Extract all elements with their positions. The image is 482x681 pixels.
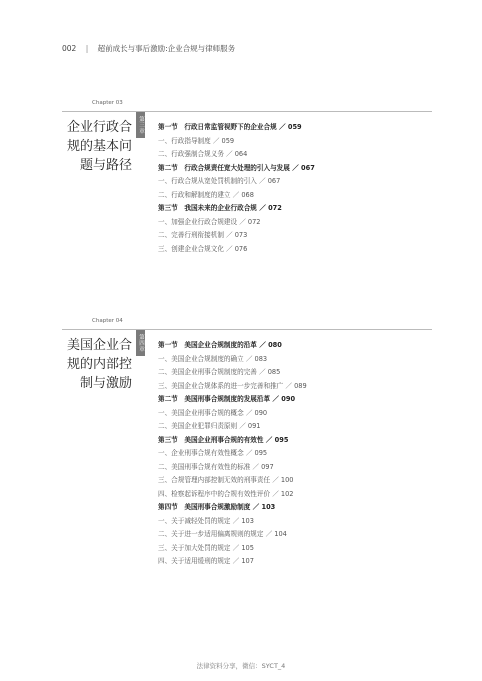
toc-section[interactable]: 第三节 我国未来的企业行政合规 ／ 072 [158,204,282,212]
toc-list [158,339,438,569]
running-header [62,43,235,54]
toc-list [158,121,438,256]
chapter-label: Chapter 03 [92,100,123,106]
toc-section[interactable]: 第一节 美国企业合规制度的沿革 ／ 080 [158,341,282,349]
page-number: 002 [62,44,77,53]
chapter-label: Chapter 04 [92,318,123,324]
toc-item[interactable]: 四、关于适用缓刑的规定 ／ 107 [158,557,254,565]
chapter-title-line: 规的内部控 [66,357,132,372]
toc-item[interactable]: 一、行政指导制度 ／ 059 [158,136,235,145]
toc-item[interactable]: 一、行政合规从宽处罚机制的引入 ／ 067 [158,177,281,185]
toc-item[interactable]: 二、行政强制合规义务 ／ 064 [158,150,248,158]
chapter-title-line: 题与路径 [79,158,132,173]
toc-section[interactable]: 第二节 美国刑事合规制度的发展沿革 ／ 090 [158,395,296,403]
toc-section[interactable]: 第一节 行政日常监管视野下的企业合规 ／ 059 [158,123,302,131]
toc-item[interactable]: 三、合规管理内部控制无效的刑事责任 ／ 100 [158,476,294,484]
toc-item[interactable]: 二、关于进一步适用偏离规则的规定 ／ 104 [158,530,287,538]
chapter-tab [136,330,145,356]
toc-item[interactable]: 二、美国企业犯罪归责原则 ／ 091 [158,422,261,430]
header-separator: | [85,44,89,53]
toc-item[interactable]: 四、检察起诉程序中的合规有效性评价 ／ 102 [158,489,294,498]
toc-section[interactable]: 第三节 美国企业刑事合规的有效性 ／ 095 [158,435,289,444]
toc-item[interactable]: 二、完善行刑衔接机制 ／ 073 [158,231,248,239]
toc-item[interactable]: 一、美国企业合规制度的确立 ／ 083 [158,354,268,363]
footer-watermark: 法律资料分享，微信：SYCT_4 [196,662,286,670]
chapter-divider [62,329,432,330]
toc-item[interactable]: 一、加强企业行政合规建设 ／ 072 [158,217,261,226]
chapter-divider [62,111,432,112]
toc-section[interactable]: 第四节 美国刑事合规激励制度 ／ 103 [158,503,276,511]
chapter-title [62,118,132,175]
chapter-tab [136,112,145,138]
chapter-tab-label: 第四章 [138,334,144,352]
toc-item[interactable]: 一、关于减轻处罚的规定 ／ 103 [158,516,254,525]
chapter-tab-label: 第三章 [138,116,144,134]
chapter-title-line: 制与激励 [79,376,132,391]
toc-item[interactable]: 三、创建企业合规文化 ／ 076 [158,244,248,253]
chapter-04 [62,318,442,565]
toc-item[interactable]: 二、美国刑事合规有效性的标准 ／ 097 [158,462,274,471]
toc-item[interactable]: 三、关于加大处罚的规定 ／ 105 [158,543,254,552]
chapter-title-line: 美国企业合 [66,338,132,353]
toc-item[interactable]: 二、行政和解制度的建立 ／ 068 [158,190,254,199]
toc-section[interactable]: 第二节 行政合规责任宽大处理的引入与发展 ／ 067 [158,163,315,172]
chapter-title-line: 规的基本问 [66,139,132,154]
book-title: 超前成长与事后激励:企业合规与律师服务 [97,44,236,53]
toc-item[interactable]: 三、美国企业合规体系的进一步完善和推广 ／ 089 [158,381,307,390]
toc-item[interactable]: 一、美国企业刑事合规的概念 ／ 090 [158,408,268,417]
chapter-title [62,336,132,393]
toc-item[interactable]: 二、美国企业刑事合规制度的完善 ／ 085 [158,368,281,376]
chapter-03 [62,100,442,253]
toc-item[interactable]: 一、企业刑事合规有效性概念 ／ 095 [158,449,268,457]
chapter-title-line: 企业行政合 [66,120,132,135]
